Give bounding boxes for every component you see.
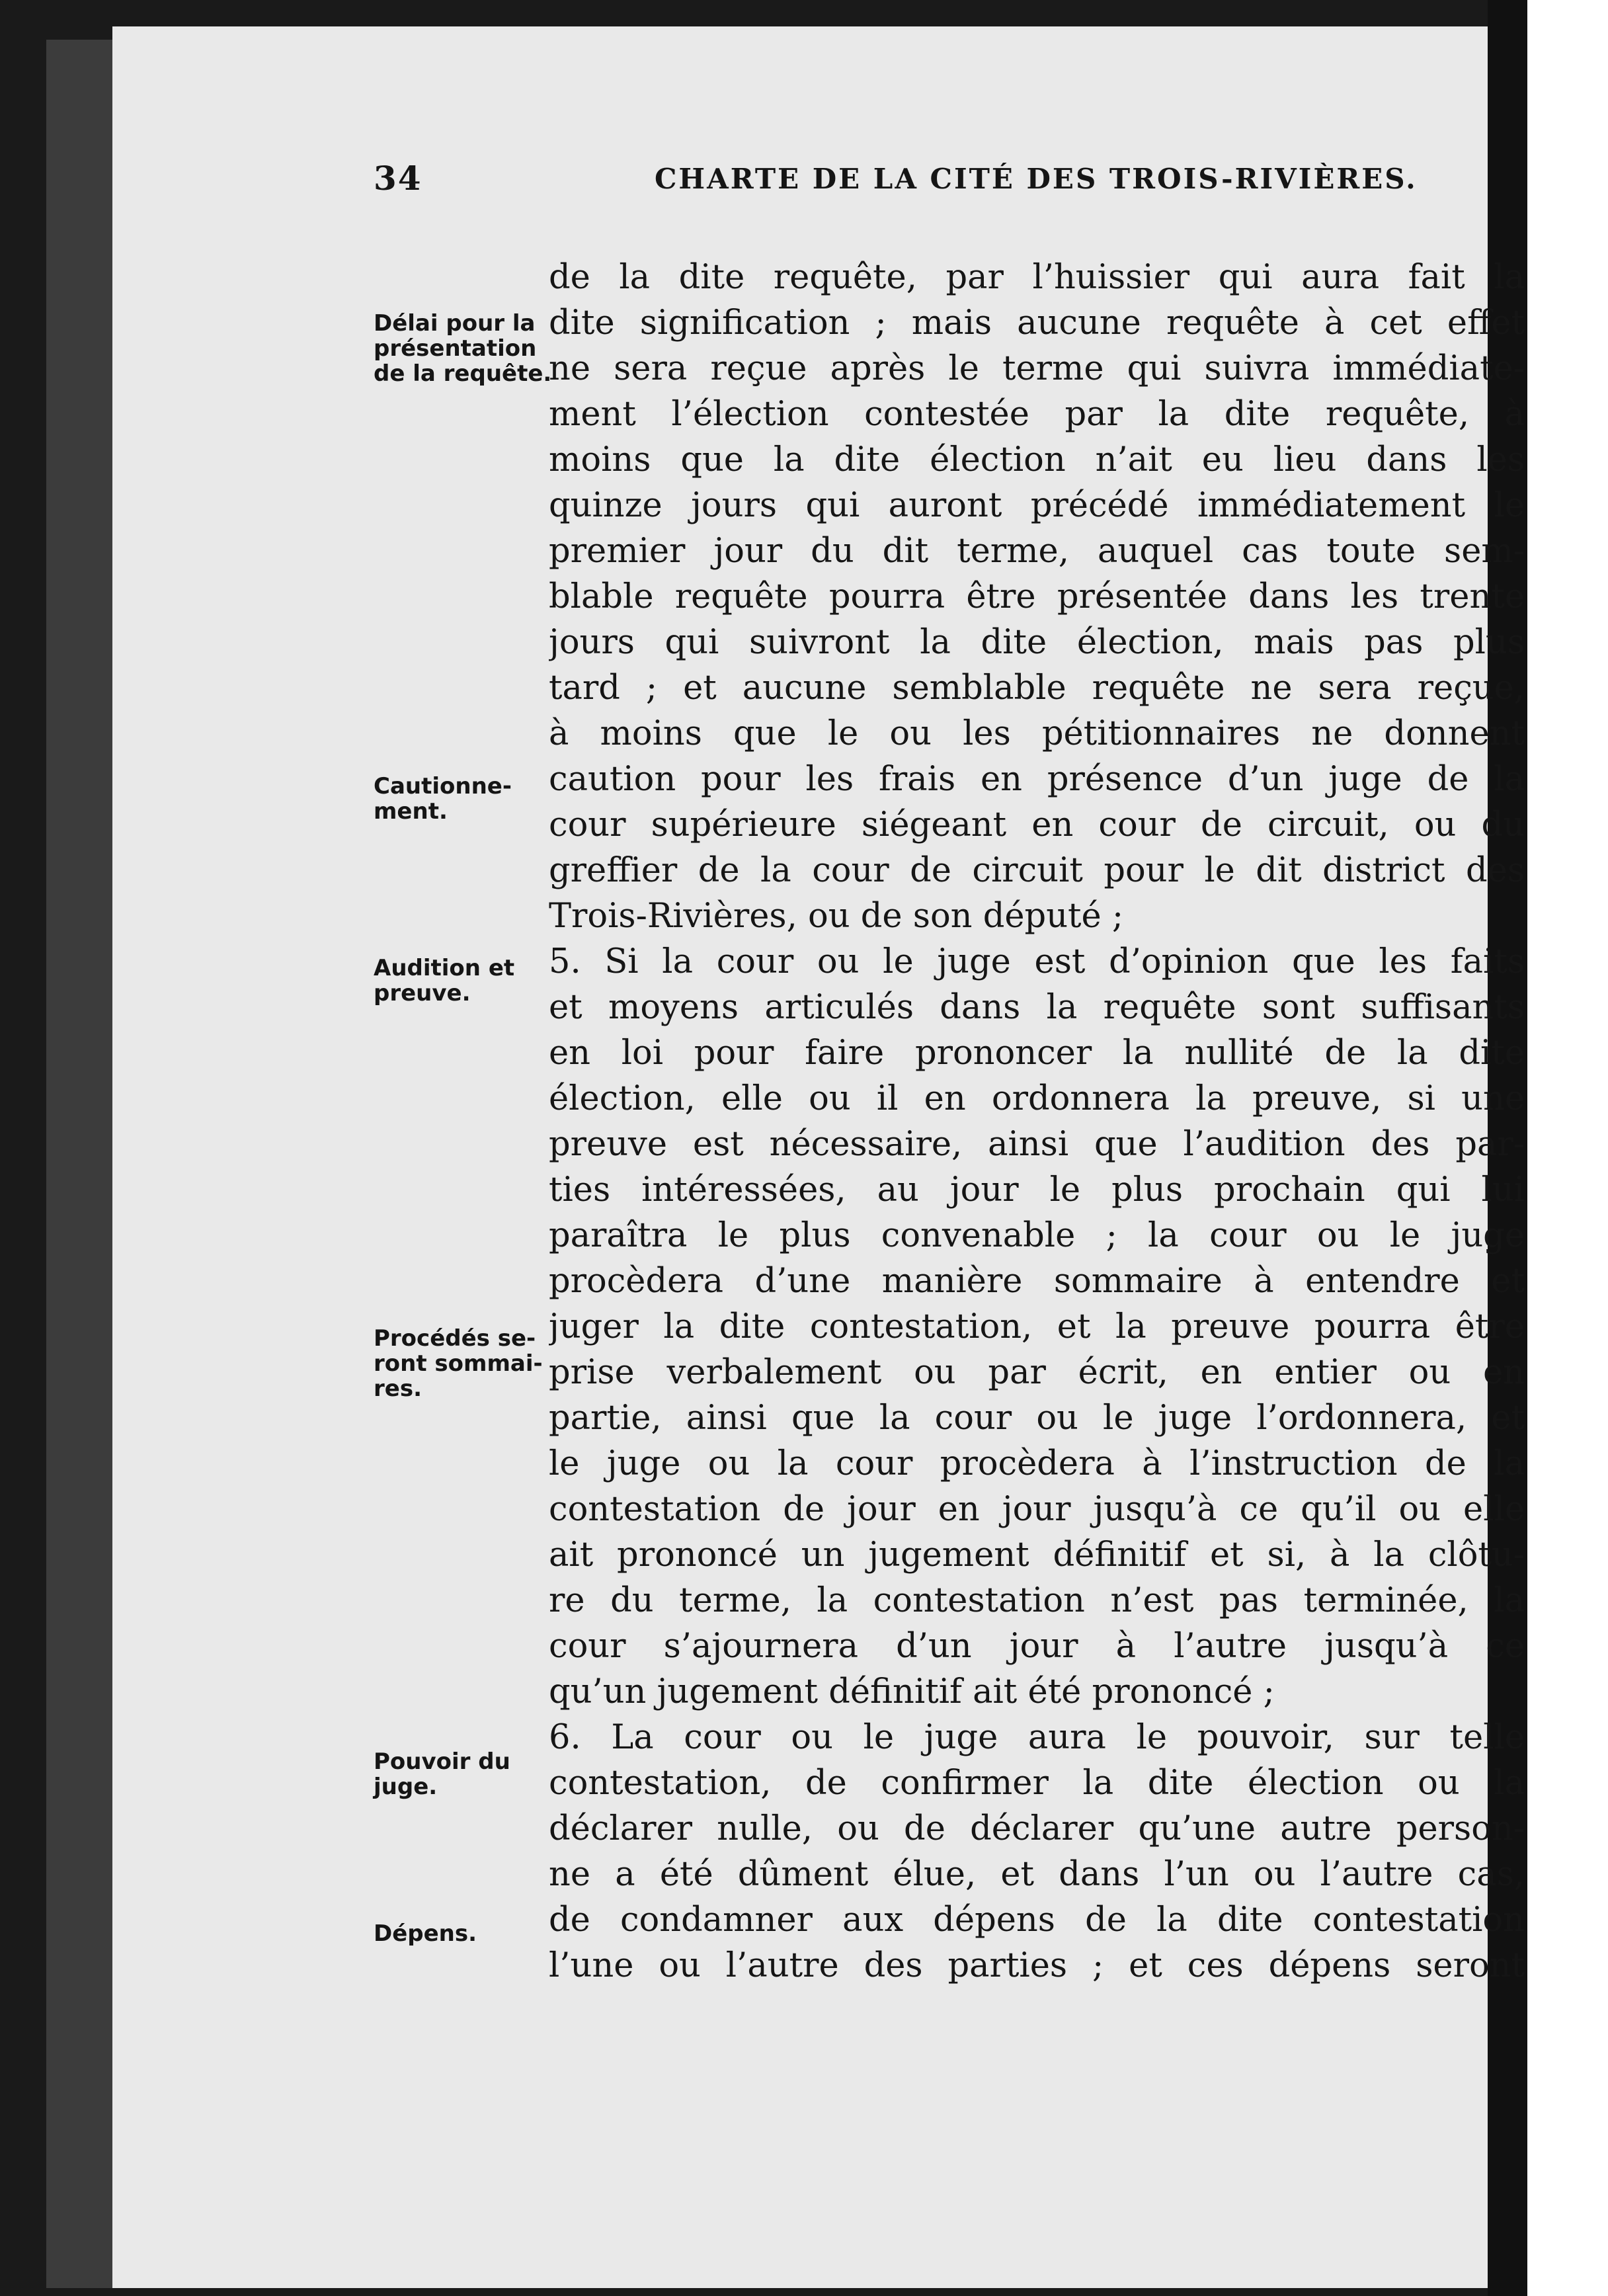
- body-line: ment l’élection contestée par la dite requête, à: [549, 395, 1525, 434]
- margin-note-procedes: Procédés seront sommaires.: [374, 1325, 543, 1402]
- margin-note-pouvoir: Pouvoir du juge.: [374, 1748, 510, 1800]
- body-line: moins que la dite élection n’ait eu lieu dans les: [549, 440, 1525, 479]
- body-line: contestation de jour en jour jusqu’à ce qu’il ou elle: [549, 1490, 1525, 1529]
- margin-note-depens: Dépens.: [374, 1920, 477, 1947]
- body-line: ne a été dûment élue, et dans l’un ou l’autre cas,: [549, 1855, 1525, 1894]
- body-line: le juge ou la cour procèdera à l’instruction de la: [549, 1444, 1525, 1483]
- margin-note-cautionnement: Cautionnement.: [374, 773, 512, 825]
- body-line: élection, elle ou il en ordonnera la preuve, si une: [549, 1079, 1525, 1118]
- body-text: [549, 255, 1525, 1988]
- body-line: jours qui suivront la dite élection, mais pas plus: [549, 623, 1525, 662]
- facing-page-edge: [1527, 0, 1608, 2296]
- body-line: re du terme, la contestation n’est pas terminée, la: [549, 1581, 1525, 1620]
- body-line: partie, ainsi que la cour ou le juge l’ordonnera, et: [549, 1399, 1525, 1438]
- body-line: blable requête pourra être présentée dans les trente: [549, 577, 1525, 616]
- body-line: ne sera reçue après le terme qui suivra immédiate-: [549, 349, 1525, 388]
- book-binding-edge: [46, 40, 112, 2288]
- body-line: tard ; et aucune semblable requête ne sera reçue,: [549, 669, 1525, 708]
- body-line: ties intéressées, au jour le plus prochain qui lui: [549, 1170, 1525, 1210]
- body-line: 6. La cour ou le juge aura le pouvoir, sur telle: [549, 1718, 1525, 1757]
- body-line: juger la dite contestation, et la preuve pourra être: [549, 1307, 1525, 1346]
- body-line: dite signification ; mais aucune requête à cet effet: [549, 304, 1525, 343]
- body-line: procèdera d’une manière sommaire à entendre et: [549, 1262, 1525, 1301]
- running-header: [112, 159, 1488, 212]
- body-line: paraîtra le plus convenable ; la cour ou le juge: [549, 1216, 1525, 1255]
- body-line: et moyens articulés dans la requête sont suffisants: [549, 988, 1525, 1027]
- body-line: ait prononcé un jugement définitif et si, à la clôtu-: [549, 1536, 1525, 1575]
- body-line: contestation, de confirmer la dite élection ou la: [549, 1764, 1525, 1803]
- body-line: en loi pour faire prononcer la nullité de la dite: [549, 1034, 1525, 1073]
- body-line: 5. Si la cour ou le juge est d’opinion que les faits: [549, 942, 1525, 981]
- body-line: de condamner aux dépens de la dite contestation: [549, 1901, 1525, 1940]
- running-title: CHARTE DE LA CITÉ DES TROIS-RIVIÈRES.: [655, 163, 1418, 195]
- body-line: greffier de la cour de circuit pour le dit district des: [549, 851, 1525, 890]
- body-line: de la dite requête, par l’huissier qui aura fait la: [549, 258, 1525, 297]
- body-line: quinze jours qui auront précédé immédiatement le: [549, 486, 1525, 525]
- body-line: l’une ou l’autre des parties ; et ces dépens seront: [549, 1946, 1525, 1985]
- page-number: 34: [374, 159, 422, 198]
- body-line: caution pour les frais en présence d’un juge de la: [549, 760, 1525, 799]
- body-line: premier jour du dit terme, auquel cas toute sem-: [549, 532, 1525, 571]
- body-line: à moins que le ou les pétitionnaires ne donnent: [549, 714, 1525, 753]
- body-line: prise verbalement ou par écrit, en entier ou en: [549, 1353, 1525, 1392]
- body-line: Trois-Rivières, ou de son député ;: [549, 897, 1124, 936]
- margin-note-audition: Audition et preuve.: [374, 955, 515, 1006]
- body-line: qu’un jugement définitif ait été prononcé ;: [549, 1672, 1275, 1711]
- body-line: cour s’ajournera d’un jour à l’autre jusqu’à ce: [549, 1627, 1525, 1666]
- body-line: cour supérieure siégeant en cour de circuit, ou du: [549, 805, 1525, 844]
- margin-note-delai: Délai pour la présentation de la requête.: [374, 310, 552, 387]
- book-page: [112, 26, 1525, 2288]
- body-line: preuve est nécessaire, ainsi que l’audition des par-: [549, 1125, 1525, 1164]
- body-line: déclarer nulle, ou de déclarer qu’une autre person-: [549, 1809, 1525, 1848]
